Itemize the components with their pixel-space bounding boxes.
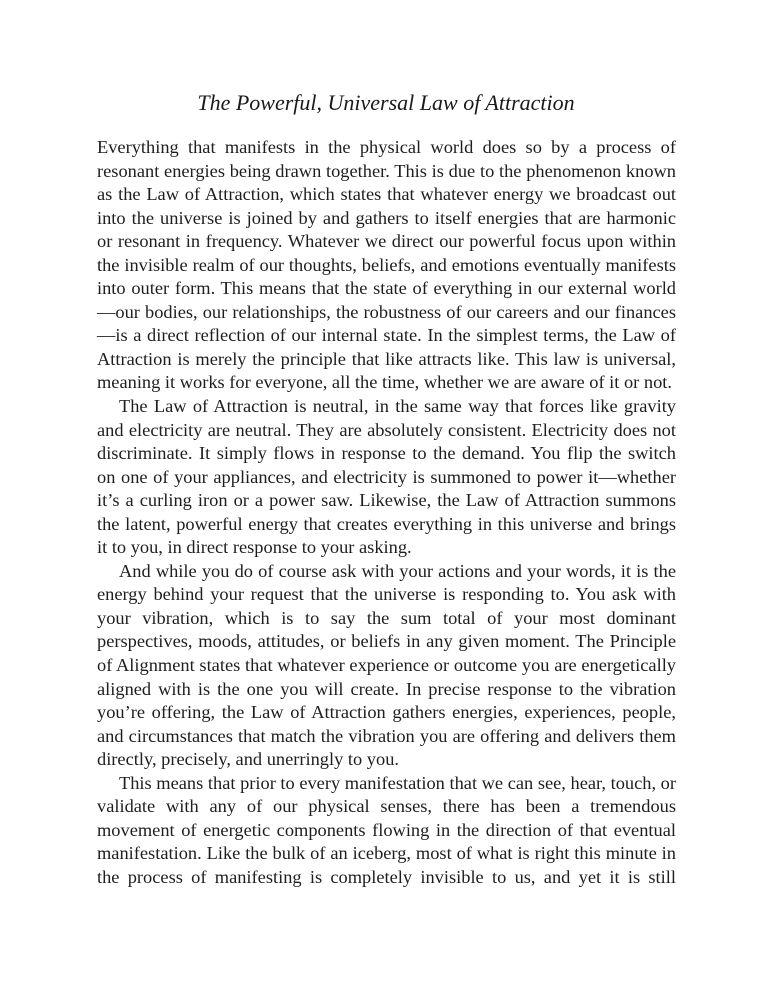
body-text: [97, 136, 676, 890]
paragraph: The Law of Attraction is neutral, in the same way that forces like gravity and electricity are neutral. They are absolutely consistent. Electricity does not discriminate. It simply flows in response to the demand. You flip the switch on one of your appliances, and electricity is summoned to power it—whether it’s a curling iron or a power saw. Likewise, the Law of Attraction summons the latent, powerful energy that creates everything in this universe and brings it to you, in direct response to your asking.: [97, 396, 676, 558]
paragraph: This means that prior to every manifestation that we can see, hear, touch, or validate with any of our physical senses, there has been a tremendous movement of energetic components flowing in the direction of that eventual manifestation. Like the bulk of an iceberg, most of what is right this minute in the process of manifesting is completely invisible to us, and yet it is still: [97, 772, 676, 887]
paragraph: And while you do of course ask with your actions and your words, it is the energy behind your request that the universe is responding to. You ask with your vibration, which is to say the sum total of your most dominant perspectives, moods, attitudes, or beliefs in any given moment. The Principle of Alignment states that whatever experience or outcome you are energetically aligned with is the one you will create. In precise response to the vibration you’re offering, the Law of Attraction gathers energies, experiences, people, and circumstances that match the vibration you are offering and delivers them directly, precisely, and unerringly to you.: [97, 560, 676, 770]
paragraph: Everything that manifests in the physical world does so by a process of resonant energies being drawn together. This is due to the phenomenon known as the Law of Attraction, which states that whatever energy we broadcast out into the universe is joined by and gathers to itself energies that are harmonic or resonant in frequency. Whatever we direct our powerful focus upon within the invisible realm of our thoughts, beliefs, and emotions eventually manifests into outer form. This means that the state of everything in our external world—our bodies, our relationships, the robustness of our careers and our finances—is a direct reflection of our internal state. In the simplest terms, the Law of Attraction is merely the principle that like attracts like. This law is universal, meaning it works for everyone, all the time, whether we are aware of it or not.: [97, 137, 676, 393]
chapter-heading: The Powerful, Universal Law of Attraction: [197, 90, 575, 115]
